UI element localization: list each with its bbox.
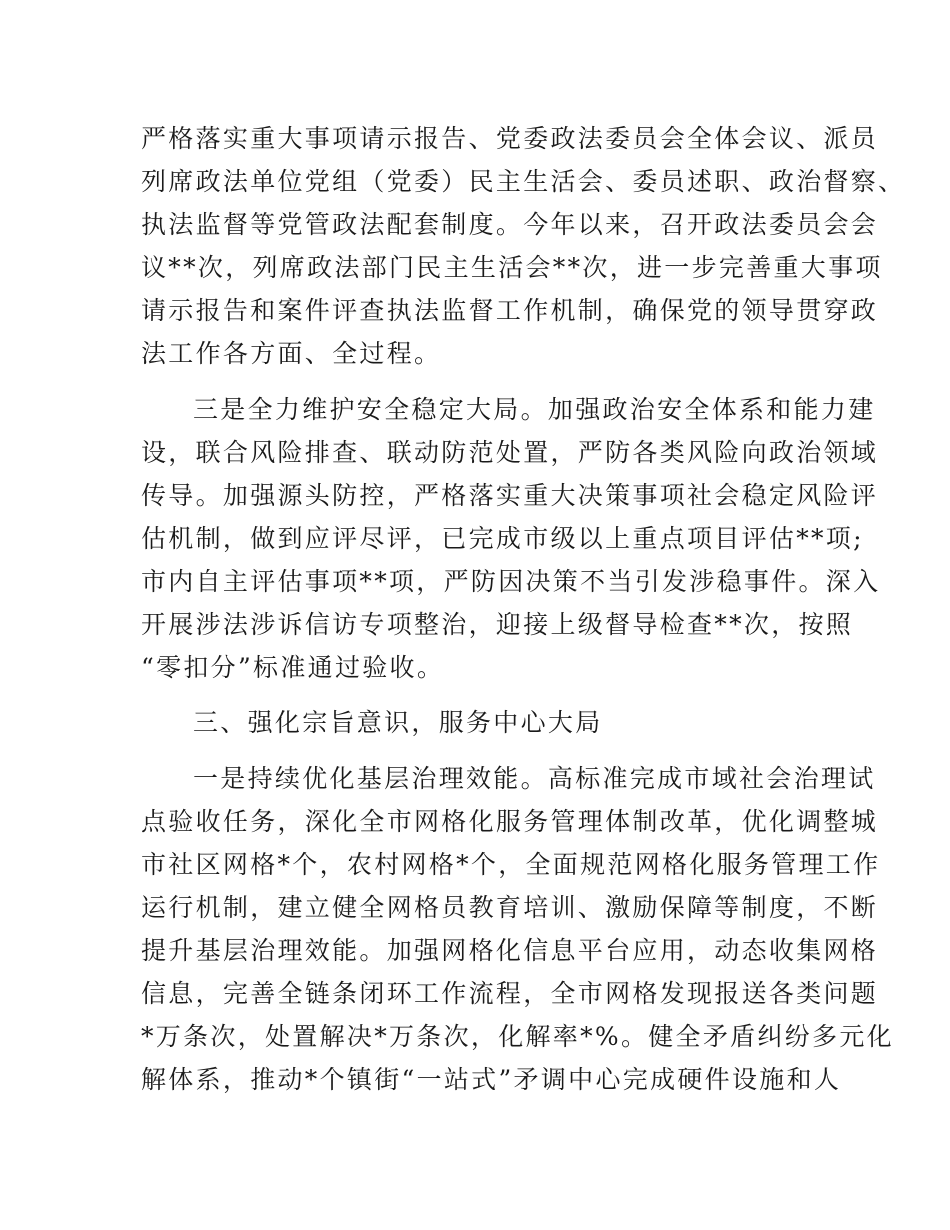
text-line: 设，联合风险排查、联动防范处置，严防各类风险向政治领域 (141, 438, 879, 467)
text-line: 解体系，推动*个镇街“一站式”矛调中心完成硬件设施和人 (141, 1065, 842, 1094)
text-line: 信息，完善全链条闭环工作流程，全市网格发现报送各类问题 (141, 979, 879, 1008)
text-line: 议**次，列席政法部门民主生活会**次，进一步完善重大事项 (141, 253, 883, 282)
text-line: 市内自主评估事项**项，严防因决策不当引发涉稳事件。深入 (141, 567, 881, 596)
text-line: 法工作各方面、全过程。 (141, 339, 442, 368)
text-line: 点验收任务，深化全市网格化服务管理体制改革，优化调整城 (141, 807, 879, 836)
text-line: 执法监督等党管政法配套制度。今年以来，召开政法委员会会 (141, 210, 879, 239)
text-line: 提升基层治理效能。加强网格化信息平台应用，动态收集网格 (141, 936, 879, 965)
text-line: 列席政法单位党组（党委）民主生活会、委员述职、政治督察、 (141, 167, 906, 196)
text-line: 运行机制，建立健全网格员教育培训、激励保障等制度，不断 (141, 893, 879, 922)
text-line: 开展涉法涉诉信访专项整治，迎接上级督导检查**次，按照 (141, 610, 854, 639)
text-line: 请示报告和案件评查执法监督工作机制，确保党的领导贯穿政 (141, 296, 879, 325)
text-line: “零扣分”标准通过验收。 (141, 653, 445, 682)
text-line: 估机制，做到应评尽评，已完成市级以上重点项目评估**项; (141, 524, 864, 553)
text-line: 市社区网格*个，农村网格*个，全面规范网格化服务管理工作 (141, 850, 881, 879)
text-line: 传导。加强源头防控，严格落实重大决策事项社会稳定风险评 (141, 481, 879, 510)
section-heading: 三、强化宗旨意识，服务中心大局 (193, 708, 603, 737)
text-line: *万条次，处置解决*万条次，化解率*%。健全矛盾纠纷多元化 (141, 1022, 894, 1051)
text-line: 严格落实重大事项请示报告、党委政法委员会全体会议、派员 (141, 124, 879, 153)
paragraph-first-line: 一是持续优化基层治理效能。高标准完成市域社会治理试 (193, 764, 876, 793)
paragraph-first-line: 三是全力维护安全稳定大局。加强政治安全体系和能力建 (193, 395, 876, 424)
